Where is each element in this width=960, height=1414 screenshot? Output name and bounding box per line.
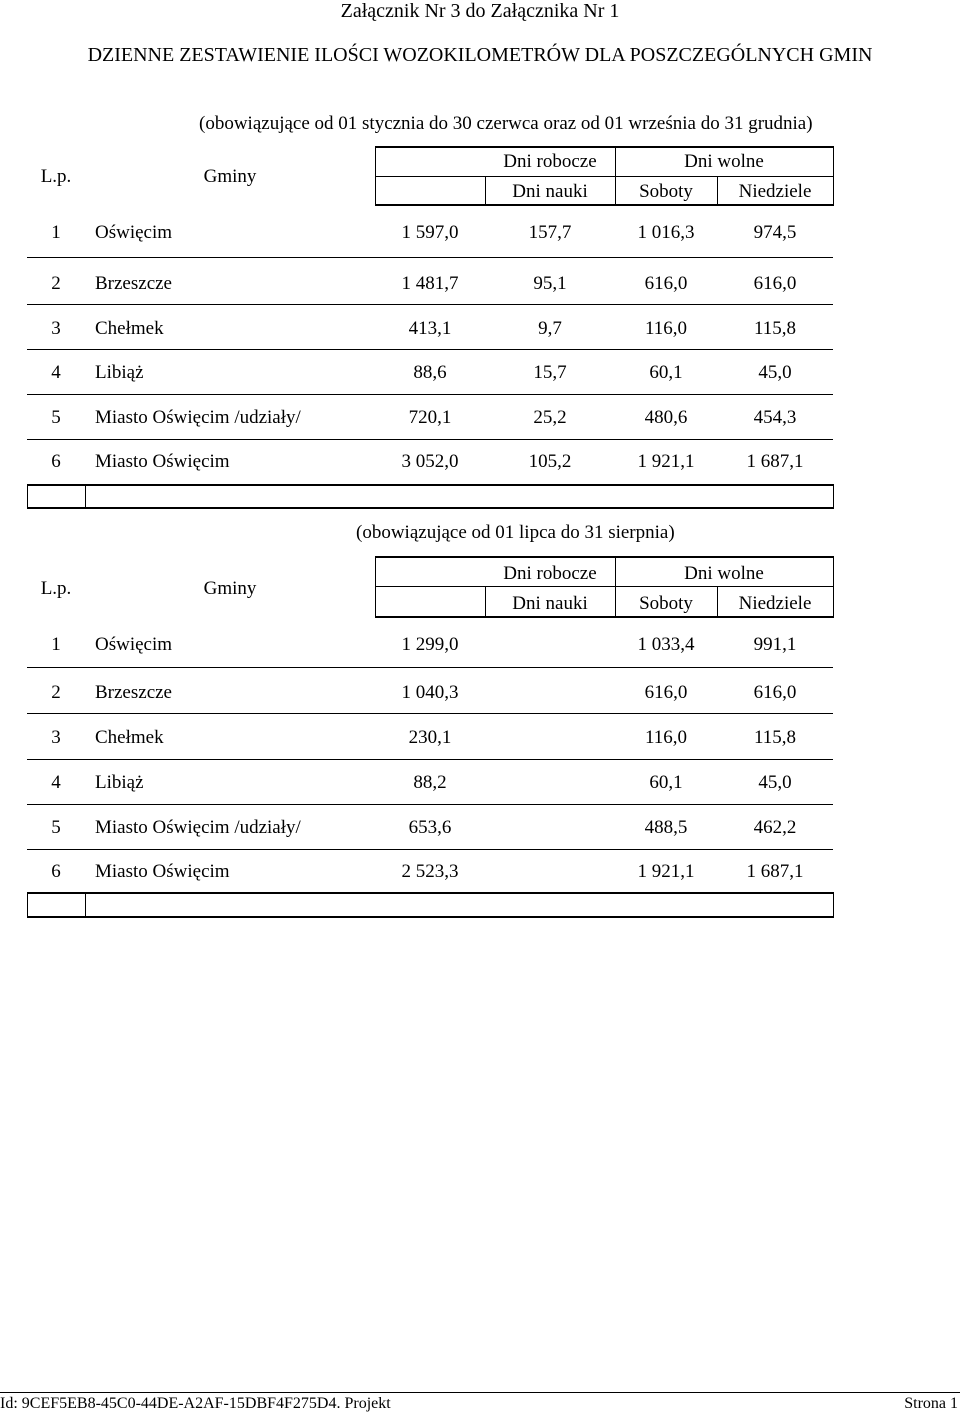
period-label-1: (obowiązujące od 01 stycznia do 30 czerwca oraz od 01 września do 31 grudnia) <box>199 113 813 134</box>
document-id: Id: 9CEF5EB8-45C0-44DE-A2AF-15DBF4F275D4. Projekt <box>0 1395 391 1412</box>
rule <box>27 849 833 850</box>
row-value <box>485 622 615 668</box>
row-value: 45,0 <box>758 362 792 383</box>
row-value: 115,8 <box>753 727 797 748</box>
row-value <box>485 760 615 806</box>
row-value: 1 040,3 <box>401 682 459 703</box>
header-gminy: Gminy <box>203 578 257 599</box>
row-value: 991,1 <box>753 634 797 655</box>
page-number: Strona 1 <box>904 1395 958 1412</box>
row-gmina: Miasto Oświęcim /udziały/ <box>95 817 301 838</box>
table-row <box>27 306 833 352</box>
row-value: 616,0 <box>644 682 688 703</box>
row-value: 15,7 <box>533 362 567 383</box>
row-value <box>485 805 615 851</box>
rule <box>615 556 616 618</box>
row-gmina: Oświęcim <box>95 634 173 655</box>
table-row <box>27 210 833 256</box>
table-row <box>27 261 833 307</box>
header-dni-robocze: Dni robocze <box>503 563 597 584</box>
header-lp: L.p. <box>40 578 72 599</box>
header-dni-nauki: Dni nauki <box>512 181 588 202</box>
rule <box>27 349 833 350</box>
row-value: 116,0 <box>644 727 688 748</box>
rule <box>833 146 834 206</box>
table-row <box>27 440 833 484</box>
rule <box>27 257 833 258</box>
table-row <box>27 715 833 761</box>
header-soboty: Soboty <box>639 593 693 614</box>
rule <box>833 484 834 509</box>
rule <box>85 892 86 918</box>
row-gmina: Miasto Oświęcim <box>95 861 230 882</box>
row-value: 25,2 <box>533 407 567 428</box>
page-footer <box>0 1392 960 1414</box>
row-value: 720,1 <box>408 407 452 428</box>
rule <box>717 176 718 206</box>
row-value: 1 481,7 <box>401 273 459 294</box>
row-value: 974,5 <box>753 222 797 243</box>
rule <box>85 484 86 509</box>
row-value: 2 523,3 <box>401 861 459 882</box>
rule <box>375 616 833 618</box>
table-row <box>27 670 833 716</box>
row-lp: 2 <box>51 682 61 703</box>
rule <box>375 586 833 587</box>
row-lp: 1 <box>51 222 61 243</box>
row-gmina: Miasto Oświęcim <box>95 451 230 472</box>
rule <box>833 892 834 918</box>
row-value: 1 921,1 <box>637 861 695 882</box>
rule <box>27 507 833 509</box>
header-dni-robocze: Dni robocze <box>503 151 597 172</box>
table-row <box>27 350 833 396</box>
row-value: 413,1 <box>408 318 452 339</box>
rule <box>27 439 833 440</box>
row-value: 480,6 <box>644 407 688 428</box>
rule <box>375 556 376 618</box>
row-lp: 1 <box>51 634 61 655</box>
header-dni-wolne: Dni wolne <box>684 563 764 584</box>
row-lp: 3 <box>51 727 61 748</box>
row-value: 1 033,4 <box>637 634 695 655</box>
row-value: 653,6 <box>408 817 452 838</box>
row-value: 1 687,1 <box>746 451 804 472</box>
rule <box>375 556 833 558</box>
row-lp: 2 <box>51 273 61 294</box>
row-lp: 6 <box>51 451 61 472</box>
table-1 <box>27 146 833 509</box>
rule <box>375 176 833 177</box>
table-row <box>27 760 833 806</box>
row-gmina: Libiąż <box>95 362 144 383</box>
row-value: 88,2 <box>413 772 447 793</box>
rule <box>375 146 833 148</box>
table-2 <box>27 556 833 918</box>
row-value: 1 921,1 <box>637 451 695 472</box>
row-value <box>485 715 615 761</box>
rule <box>27 804 833 805</box>
row-value <box>485 850 615 894</box>
row-value: 60,1 <box>649 772 683 793</box>
row-gmina: Libiąż <box>95 772 144 793</box>
rule <box>27 484 833 486</box>
row-lp: 6 <box>51 861 61 882</box>
row-gmina: Chełmek <box>95 727 164 748</box>
rule <box>27 394 833 395</box>
rule <box>27 304 833 305</box>
row-lp: 5 <box>51 817 61 838</box>
table-row <box>27 622 833 668</box>
row-value: 105,2 <box>528 451 572 472</box>
row-lp: 5 <box>51 407 61 428</box>
rule <box>485 176 486 206</box>
row-value: 616,0 <box>753 682 797 703</box>
header-niedziele: Niedziele <box>738 181 812 202</box>
period-label-2: (obowiązujące od 01 lipca do 31 sierpnia) <box>356 522 675 543</box>
rule <box>375 204 833 206</box>
row-value: 88,6 <box>413 362 447 383</box>
row-value: 230,1 <box>408 727 452 748</box>
attachment-label: Załącznik Nr 3 do Załącznika Nr 1 <box>340 0 620 22</box>
table-row <box>27 805 833 851</box>
row-value: 3 052,0 <box>401 451 459 472</box>
row-value <box>485 670 615 716</box>
rule <box>27 892 833 894</box>
rule <box>615 146 616 206</box>
row-value: 616,0 <box>753 273 797 294</box>
header-gminy: Gminy <box>203 166 257 187</box>
table-row <box>27 850 833 894</box>
rule <box>27 713 833 714</box>
header-soboty: Soboty <box>639 181 693 202</box>
row-gmina: Brzeszcze <box>95 682 172 703</box>
row-value: 60,1 <box>649 362 683 383</box>
rule <box>833 556 834 618</box>
row-gmina: Chełmek <box>95 318 164 339</box>
row-value: 488,5 <box>644 817 688 838</box>
row-value: 1 687,1 <box>746 861 804 882</box>
row-value: 157,7 <box>528 222 572 243</box>
rule <box>27 667 833 668</box>
row-value: 45,0 <box>758 772 792 793</box>
row-value: 462,2 <box>753 817 797 838</box>
rule <box>717 586 718 618</box>
row-value: 1 299,0 <box>401 634 459 655</box>
row-value: 616,0 <box>644 273 688 294</box>
rule <box>375 146 376 206</box>
row-gmina: Oświęcim <box>95 222 173 243</box>
header-niedziele: Niedziele <box>738 593 812 614</box>
row-gmina: Brzeszcze <box>95 273 172 294</box>
row-value: 1 016,3 <box>637 222 695 243</box>
header-dni-wolne: Dni wolne <box>684 151 764 172</box>
rule <box>485 586 486 618</box>
row-lp: 4 <box>51 772 61 793</box>
row-value: 1 597,0 <box>401 222 459 243</box>
rule <box>27 892 28 918</box>
header-lp: L.p. <box>40 166 72 187</box>
rule <box>27 484 28 509</box>
row-lp: 4 <box>51 362 61 383</box>
row-value: 116,0 <box>644 318 688 339</box>
row-value: 115,8 <box>753 318 797 339</box>
row-gmina: Miasto Oświęcim /udziały/ <box>95 407 301 428</box>
row-value: 454,3 <box>753 407 797 428</box>
table-row <box>27 395 833 441</box>
row-value: 9,7 <box>538 318 562 339</box>
row-lp: 3 <box>51 318 61 339</box>
document-title: DZIENNE ZESTAWIENIE ILOŚCI WOZOKILOMETRÓW DLA POSZCZEGÓLNYCH GMIN <box>87 44 873 66</box>
header-dni-nauki: Dni nauki <box>512 593 588 614</box>
row-value: 95,1 <box>533 273 567 294</box>
rule <box>27 759 833 760</box>
rule <box>27 916 833 918</box>
